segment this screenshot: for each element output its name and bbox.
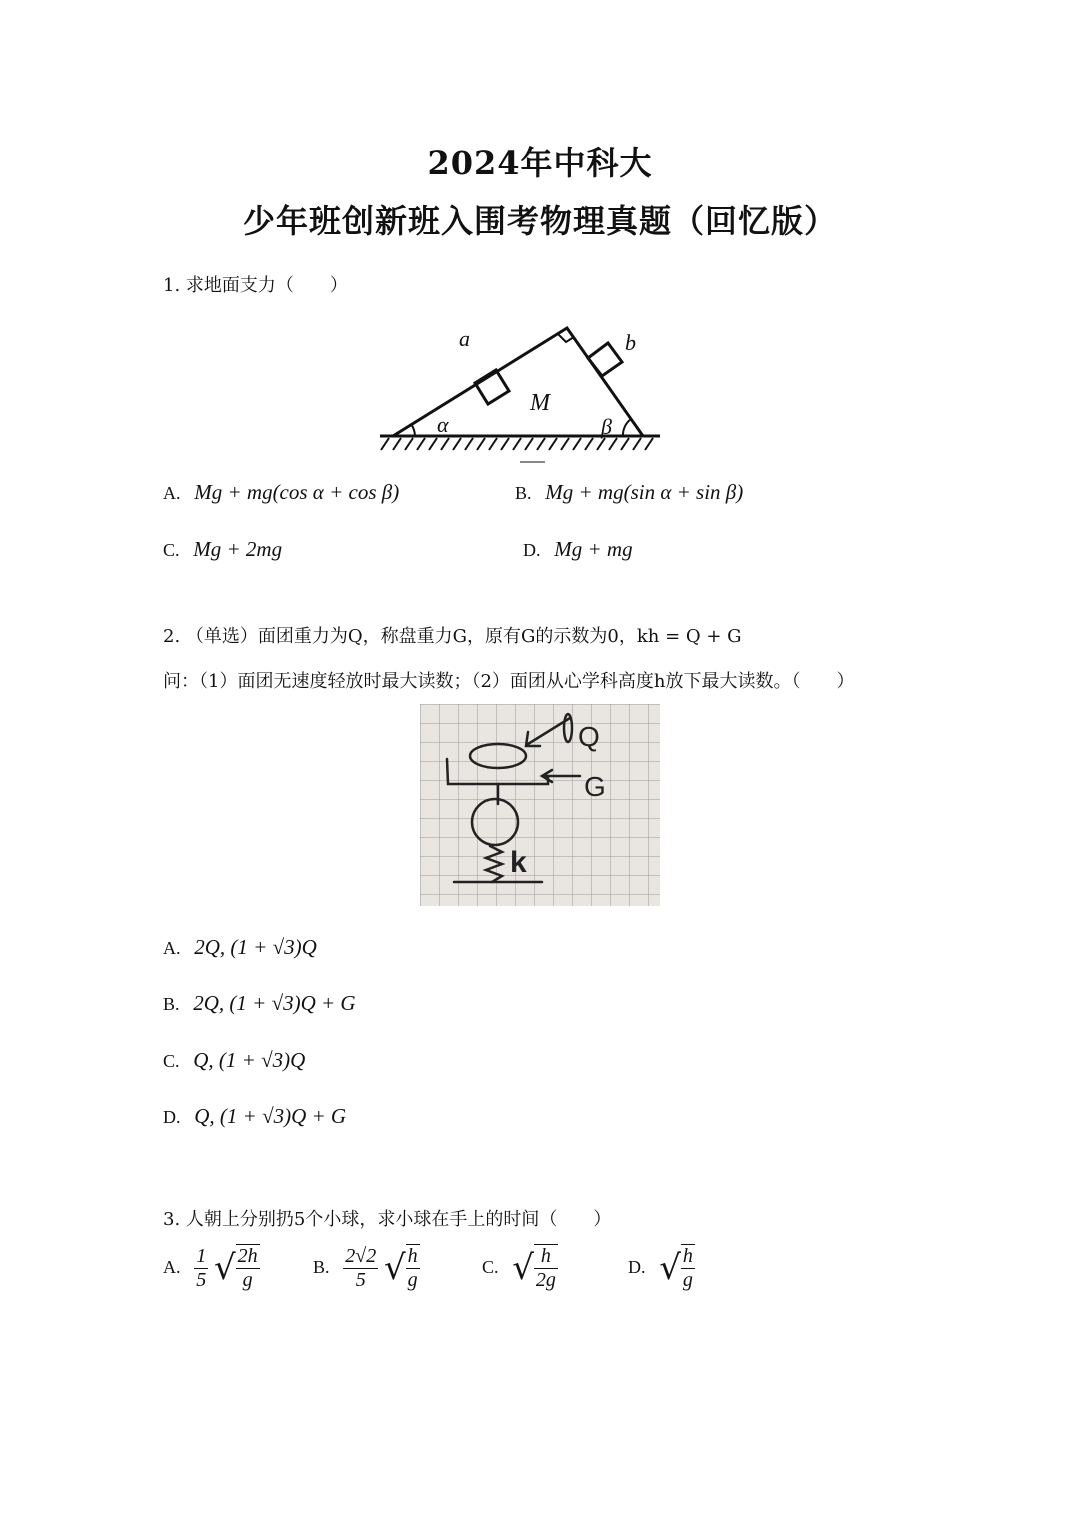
q2-option-d — [163, 1104, 346, 1129]
q3-option-b-rad-num: h — [407, 1245, 418, 1267]
q2-option-b — [163, 991, 356, 1016]
scale-G-label: G — [584, 771, 606, 802]
q1-option-b — [515, 480, 743, 505]
q3-option-c-rad — [534, 1245, 558, 1292]
q2-stem-line-2: 问：（1）面团无速度轻放时最大读数；（2）面团从心学科高度h放下最大读数。（ ） — [163, 671, 855, 692]
q1-option-d — [523, 537, 633, 562]
q3-option-a-coef-den: 5 — [196, 1268, 207, 1291]
q2-option-a — [163, 935, 317, 960]
title-line-2: 少年班创新班入围考物理真题（回忆版） — [242, 202, 837, 240]
q1-option-a-expr: Mg + mg(cos α + cos β) — [194, 480, 400, 504]
q2-option-b-expr: 2Q, (1 + √3)Q + G — [193, 991, 356, 1015]
q1-option-d-label: D. — [523, 540, 541, 560]
q2-scale-photo — [420, 704, 660, 906]
q2-option-c-label: C. — [163, 1051, 180, 1071]
spring-k-label: k — [510, 846, 527, 879]
q2-option-c-expr: Q, (1 + √3)Q — [193, 1048, 306, 1072]
q1-option-c-label: C. — [163, 540, 180, 560]
wedge-M-label: M — [530, 390, 550, 416]
q3-option-d-rad — [681, 1245, 695, 1292]
q2-option-a-expr: 2Q, (1 + √3)Q — [194, 935, 317, 959]
q1-stem: 1. 求地面支力（ ） — [163, 275, 348, 296]
q3-option-b-coef — [343, 1245, 378, 1292]
scale-Q-label: Q — [578, 721, 600, 752]
q2-option-a-label: A. — [163, 938, 181, 958]
block-b-label: b — [625, 330, 636, 355]
title-line-1: 2024年中科大 — [427, 144, 653, 182]
sqrt-icon: √ — [512, 1248, 534, 1288]
q3-option-c-label: C. — [482, 1257, 499, 1277]
q2-option-d-label: D. — [163, 1107, 181, 1127]
q3-option-b-rad — [406, 1245, 420, 1292]
q3-option-c — [482, 1244, 558, 1292]
q3-option-b — [313, 1244, 420, 1292]
q3-option-c-rad-num: h — [534, 1245, 558, 1269]
q3-option-a-coef-num: 1 — [196, 1244, 207, 1267]
q2-option-c — [163, 1048, 305, 1073]
q3-option-a-rad — [236, 1245, 260, 1292]
q3-option-d-rad-den: g — [682, 1269, 693, 1291]
q1-option-a-label: A. — [163, 483, 181, 503]
q3-stem: 3. 人朝上分别扔5个小球，求小球在手上的时间（ ） — [163, 1209, 612, 1230]
q3-option-a-coef — [194, 1245, 208, 1292]
q3-option-a — [163, 1244, 260, 1292]
q3-option-d — [628, 1244, 695, 1292]
q1-option-c — [163, 537, 282, 562]
q1-option-b-label: B. — [515, 483, 532, 503]
q1-option-b-expr: Mg + mg(sin α + sin β) — [545, 480, 744, 504]
q3-option-a-rad-num: 2h — [237, 1245, 258, 1267]
block-a-label: a — [459, 326, 470, 351]
q1-option-c-expr: Mg + 2mg — [193, 537, 283, 561]
sqrt-icon: √ — [213, 1248, 236, 1288]
q3-option-c-rad-den: 2g — [535, 1269, 556, 1291]
q2-option-b-label: B. — [163, 994, 180, 1014]
q2-stem-line-1: 2. （单选）面团重力为Q，称盘重力G，原有G的示数为0，kh = Q + G — [163, 626, 742, 647]
alpha-label: α — [437, 412, 449, 437]
q1-option-a — [163, 480, 399, 505]
sqrt-icon: √ — [659, 1248, 681, 1288]
q1-option-d-expr: Mg + mg — [554, 537, 633, 561]
q3-option-b-coef-den: 5 — [355, 1268, 366, 1291]
q1-incline-figure — [375, 318, 665, 468]
beta-label: β — [601, 414, 612, 439]
sqrt-icon: √ — [383, 1248, 406, 1288]
q2-option-d-expr: Q, (1 + √3)Q + G — [194, 1104, 347, 1128]
q3-option-d-rad-num: h — [682, 1245, 693, 1267]
q3-option-d-label: D. — [628, 1257, 646, 1277]
q3-option-a-label: A. — [163, 1257, 181, 1277]
q3-option-b-rad-den: g — [407, 1269, 418, 1291]
q3-option-a-rad-den: g — [242, 1269, 253, 1291]
q3-option-b-coef-num: 2√2 — [345, 1244, 377, 1267]
q3-option-b-label: B. — [313, 1257, 330, 1277]
